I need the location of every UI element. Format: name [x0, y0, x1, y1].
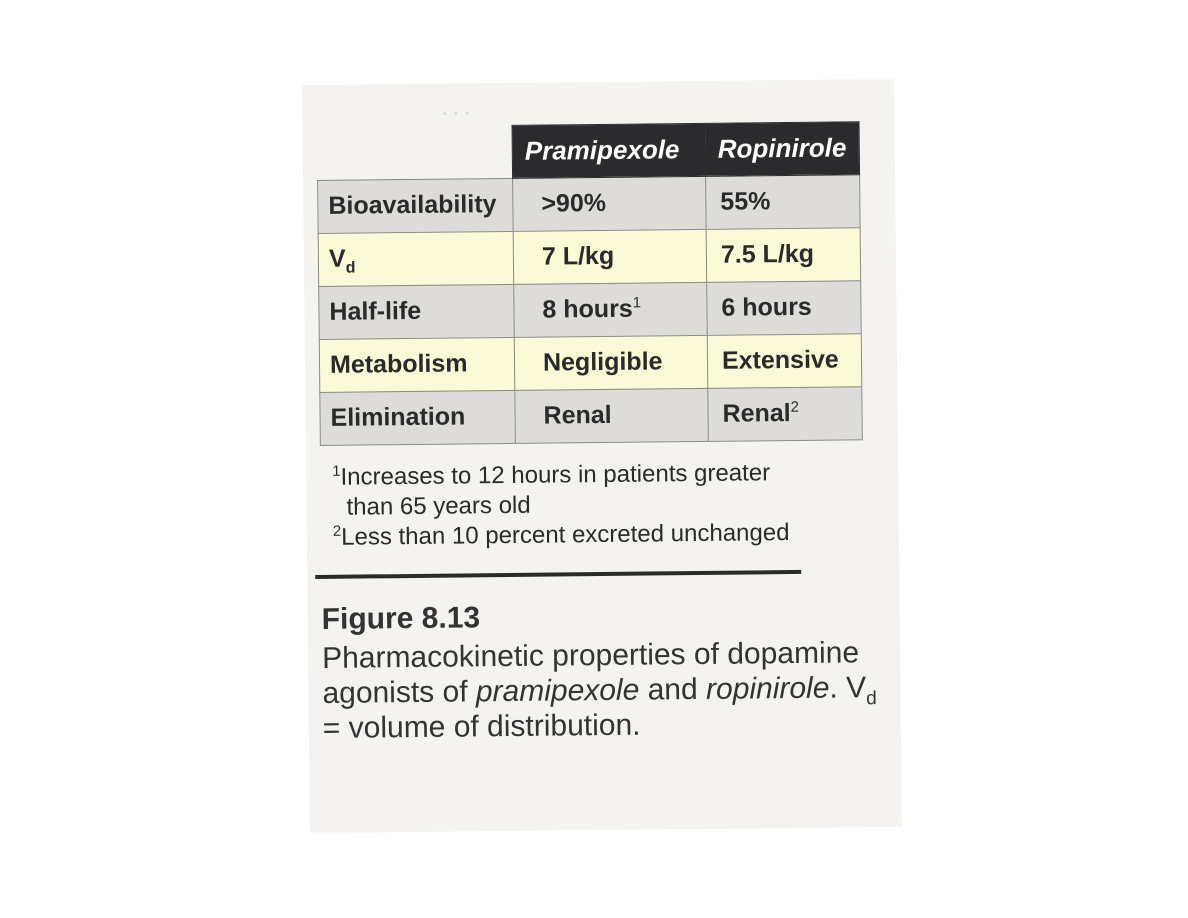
caption-text-1: Pharmacokinetic properties of dopamine agonists of — [321, 636, 860, 710]
cell-pramipexole-elimination: Renal — [515, 388, 709, 443]
caption-text-2: and — [639, 672, 707, 707]
cell-ropinirole-half-life: 6 hours — [707, 280, 861, 335]
footnote-2-marker: 2 — [332, 522, 342, 540]
header-blank-cell — [317, 125, 513, 180]
figure-caption — [322, 597, 883, 746]
footnote-1-continuation: than 65 years old — [346, 491, 531, 521]
column-header-pramipexole: Pramipexole — [512, 123, 706, 178]
vd-subscript: d — [345, 259, 356, 277]
footnote-1-text: Increases to 12 hours in patients greater — [340, 459, 771, 491]
caption-drug-pramipexole: pramipexole — [475, 673, 640, 709]
caption-text-3: . V — [829, 671, 867, 705]
row-label-elimination: Elimination — [320, 390, 516, 445]
caption-subscript-d: d — [866, 688, 877, 710]
bleed-through-text: · · · — [442, 103, 471, 124]
figure-description — [322, 635, 883, 746]
cell-pramipexole-bioavailability: >90% — [513, 176, 707, 231]
footnote-1-marker: 1 — [332, 462, 341, 480]
row-label-half-life: Half-life — [319, 284, 515, 339]
pharmacokinetics-table — [317, 121, 863, 445]
footnote-2 — [333, 517, 853, 552]
cell-ropinirole-vd: 7.5 L/kg — [706, 227, 860, 282]
cell-pramipexole-metabolism: Negligible — [514, 335, 708, 390]
divider-rule — [315, 570, 801, 579]
caption-text-4: = volume of distribution. — [322, 708, 641, 745]
scanned-page — [302, 79, 902, 833]
cell-pramipexole-half-life — [514, 282, 708, 337]
vd-symbol: V — [328, 244, 346, 273]
row-label-metabolism: Metabolism — [319, 337, 515, 392]
figure-title: Figure 8.13 — [321, 601, 481, 636]
cell-ropinirole-elimination — [708, 386, 862, 441]
cell-pramipexole-vd: 7 L/kg — [513, 229, 707, 284]
table-row — [318, 174, 860, 233]
table-row — [318, 227, 860, 286]
table-header-row — [317, 122, 859, 180]
footnote-2-text: Less than 10 percent excreted unchanged — [341, 519, 790, 551]
row-label-bioavailability: Bioavailability — [318, 178, 514, 233]
column-header-ropinirole: Ropinirole — [705, 122, 859, 176]
elimination-value: Renal — [722, 399, 791, 428]
cell-ropinirole-bioavailability: 55% — [706, 174, 860, 229]
footnote-marker-2: 2 — [790, 398, 800, 416]
footnote-marker-1: 1 — [632, 294, 642, 312]
table-row — [319, 280, 861, 339]
table-row — [320, 386, 862, 445]
row-label-vd — [318, 231, 514, 286]
half-life-value: 8 hours — [542, 294, 633, 324]
table-footnotes — [332, 457, 853, 552]
cell-ropinirole-metabolism: Extensive — [707, 333, 861, 388]
table-row — [319, 333, 861, 392]
caption-drug-ropinirole: ropinirole — [705, 671, 830, 706]
